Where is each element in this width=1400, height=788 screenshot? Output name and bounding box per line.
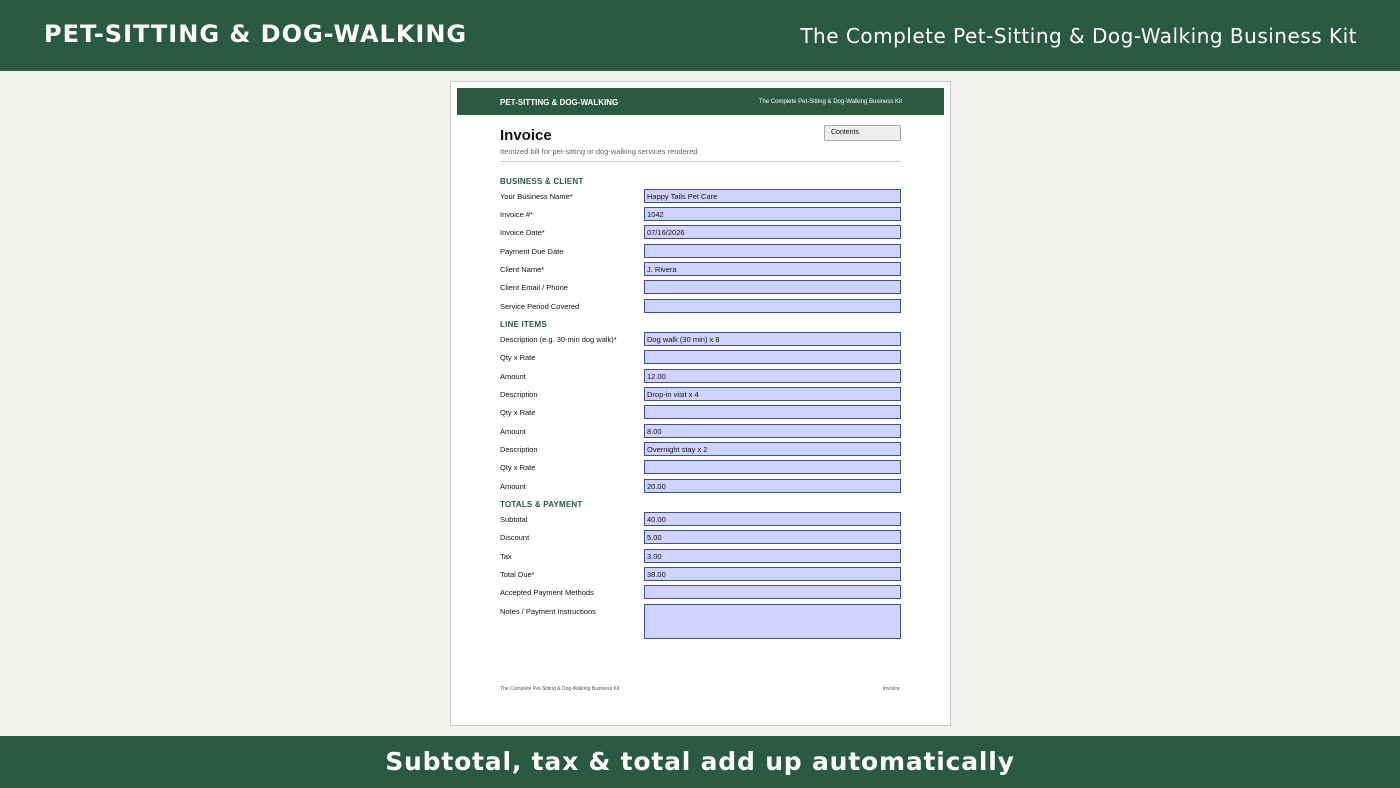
label-business-name: Your Business Name* [500,192,573,201]
tax-field[interactable]: 3.00 [644,549,901,563]
contents-button[interactable]: Contents [824,125,901,141]
notes-field[interactable] [644,604,901,639]
description-2-field[interactable]: Drop-in visit x 4 [644,387,901,401]
client-contact-field[interactable] [644,280,901,294]
payment-methods-field[interactable] [644,585,901,599]
label-amount-2: Amount [500,427,526,436]
qty-rate-1-field[interactable] [644,350,901,364]
label-client-contact: Client Email / Phone [500,283,568,292]
label-description-2: Description [500,390,538,399]
label-notes: Notes / Payment Instructions [500,607,596,616]
label-payment-methods: Accepted Payment Methods [500,588,594,597]
service-period-field[interactable] [644,299,901,313]
page-footer-kit: The Complete Pet-Sitting & Dog-Walking Business Kit [500,686,620,692]
amount-2-field[interactable]: 8.00 [644,424,901,438]
page-header-kit: The Complete Pet-Sitting & Dog-Walking Business Kit [758,99,902,105]
amount-1-field[interactable]: 12.00 [644,369,901,383]
page-title: Invoice [500,127,552,144]
subtotal-field[interactable]: 40.00 [644,512,901,526]
discount-field[interactable]: 5.00 [644,530,901,544]
label-discount: Discount [500,533,530,542]
label-description-1: Description (e.g. 30-min dog walk)* [500,335,617,344]
due-date-field[interactable] [644,244,901,258]
feature-caption: Subtotal, tax & total add up automatically [385,747,1015,776]
page-footer-label: Invoice [882,686,900,692]
divider [500,161,901,162]
section-line-items: LINE ITEMS [500,320,547,329]
kit-title: The Complete Pet-Sitting & Dog-Walking Business Kit [800,24,1357,48]
page-subtitle: Itemized bill for pet-sitting or dog-walking services rendered. [500,147,700,156]
client-name-field[interactable]: J. Rivera [644,262,901,276]
label-invoice-number: Invoice #* [500,210,533,219]
label-amount-3: Amount [500,482,526,491]
invoice-number-field[interactable]: 1042 [644,207,901,221]
label-total-due: Total Due* [500,570,535,579]
label-description-3: Description [500,445,538,454]
label-service-period: Service Period Covered [500,302,580,311]
invoice-date-field[interactable]: 07/16/2026 [644,225,901,239]
label-subtotal: Subtotal [500,515,528,524]
qty-rate-3-field[interactable] [644,460,901,474]
label-tax: Tax [500,552,512,561]
description-1-field[interactable]: Dog walk (30 min) x 8 [644,332,901,346]
page-header [457,88,944,115]
bottom-banner [0,736,1400,788]
invoice-page [450,81,951,726]
description-3-field[interactable]: Overnight stay x 2 [644,442,901,456]
label-qty-rate-1: Qty x Rate [500,353,536,362]
label-qty-rate-3: Qty x Rate [500,463,536,472]
label-qty-rate-2: Qty x Rate [500,408,536,417]
section-totals-payment: TOTALS & PAYMENT [500,500,583,509]
brand-title: PET-SITTING & DOG-WALKING [44,20,468,48]
section-business-client: BUSINESS & CLIENT [500,177,584,186]
qty-rate-2-field[interactable] [644,405,901,419]
label-client-name: Client Name* [500,265,545,274]
label-invoice-date: Invoice Date* [500,228,545,237]
amount-3-field[interactable]: 20.00 [644,479,901,493]
label-amount-1: Amount [500,372,526,381]
page-header-brand: PET-SITTING & DOG-WALKING [500,98,619,107]
total-due-field[interactable]: 38.00 [644,567,901,581]
top-banner [0,0,1400,71]
label-due-date: Payment Due Date [500,247,564,256]
business-name-field[interactable]: Happy Tails Pet Care [644,189,901,203]
